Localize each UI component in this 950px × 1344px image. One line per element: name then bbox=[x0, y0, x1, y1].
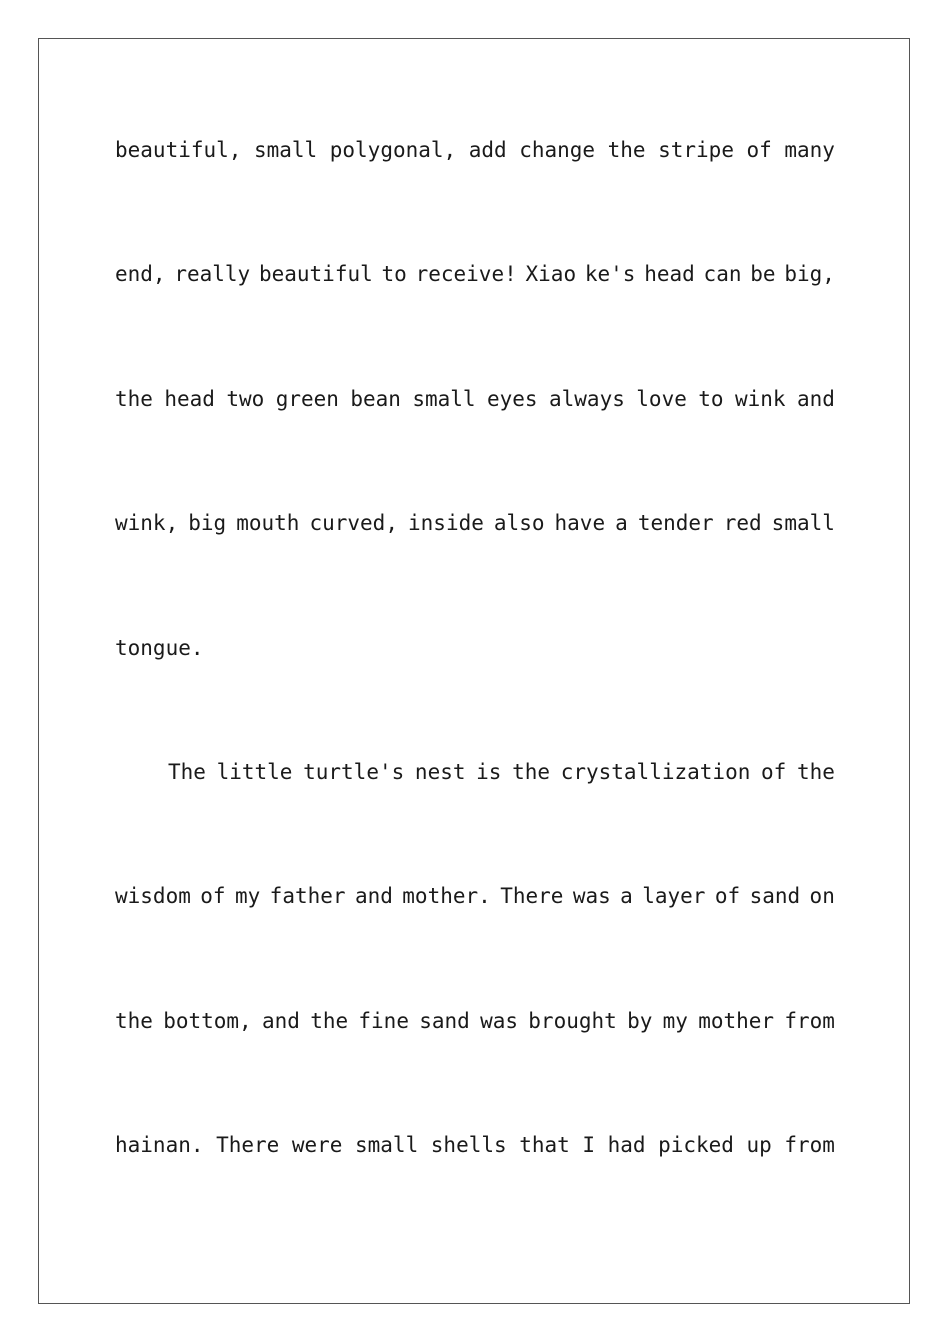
paragraph-start-line bbox=[115, 757, 835, 787]
word: green bbox=[275, 387, 339, 411]
word: receive! bbox=[415, 262, 517, 286]
word: on bbox=[809, 884, 835, 908]
word: polygonal, bbox=[329, 138, 457, 162]
word: of bbox=[714, 884, 741, 908]
word: is bbox=[476, 760, 502, 784]
word: and bbox=[797, 387, 835, 411]
text-line-1 bbox=[115, 135, 835, 165]
word: beautiful bbox=[258, 262, 373, 286]
word: many bbox=[784, 138, 835, 162]
word: by bbox=[627, 1009, 653, 1033]
word: sand bbox=[749, 884, 801, 908]
word: of bbox=[746, 138, 772, 162]
word: layer bbox=[642, 884, 706, 908]
word: and bbox=[354, 884, 393, 908]
word: curved, bbox=[309, 511, 398, 535]
word: I bbox=[582, 1133, 595, 1157]
word: mouth bbox=[236, 511, 300, 535]
word: of bbox=[761, 760, 787, 784]
text-line-9 bbox=[115, 1130, 835, 1160]
word: turtle's bbox=[303, 760, 405, 784]
word: ke's bbox=[584, 262, 636, 286]
word: Xiao bbox=[525, 262, 577, 286]
word: mother bbox=[698, 1009, 775, 1033]
word: sand bbox=[419, 1009, 470, 1033]
word: stripe bbox=[658, 138, 734, 162]
word: wink bbox=[735, 387, 786, 411]
word: fine bbox=[358, 1009, 409, 1033]
word: two bbox=[226, 387, 265, 411]
word: the bbox=[512, 760, 551, 784]
word: There bbox=[216, 1133, 280, 1157]
word: the bbox=[796, 760, 835, 784]
word: and bbox=[261, 1009, 300, 1033]
word: crystallization bbox=[560, 760, 751, 784]
word: were bbox=[291, 1133, 343, 1157]
text-line-2 bbox=[115, 259, 835, 289]
word: big, bbox=[784, 262, 835, 286]
word: to bbox=[381, 262, 407, 286]
word: small bbox=[253, 138, 318, 162]
word: a bbox=[615, 511, 628, 535]
word: have bbox=[554, 511, 606, 535]
word: nest bbox=[414, 760, 466, 784]
word: red bbox=[723, 511, 762, 535]
word: had bbox=[607, 1133, 646, 1157]
word: the bbox=[115, 387, 153, 411]
word: small bbox=[412, 387, 476, 411]
word: love bbox=[636, 387, 687, 411]
word: There bbox=[500, 884, 564, 908]
text-line-5: tongue. bbox=[115, 636, 204, 660]
text-line-4 bbox=[115, 508, 835, 538]
word: the bbox=[115, 1009, 153, 1033]
word: my bbox=[662, 1009, 688, 1033]
word: add bbox=[468, 138, 507, 162]
text-line-7 bbox=[115, 881, 835, 911]
word: hainan. bbox=[115, 1133, 204, 1157]
word: the bbox=[310, 1009, 349, 1033]
word: mother. bbox=[402, 884, 491, 908]
word: wisdom bbox=[115, 884, 191, 908]
word: really bbox=[174, 262, 251, 286]
word: a bbox=[620, 884, 633, 908]
word: father bbox=[269, 884, 346, 908]
word: big bbox=[188, 511, 227, 535]
word: that bbox=[519, 1133, 570, 1157]
word: small bbox=[771, 511, 835, 535]
word: from bbox=[784, 1133, 835, 1157]
word: shells bbox=[430, 1133, 507, 1157]
word: was bbox=[480, 1009, 519, 1033]
text-line-8 bbox=[115, 1006, 835, 1036]
word: from bbox=[784, 1009, 835, 1033]
word: The bbox=[168, 760, 206, 784]
document-body bbox=[115, 0, 835, 1344]
word: picked bbox=[658, 1133, 734, 1157]
text-line-3 bbox=[115, 384, 835, 414]
word: my bbox=[234, 884, 261, 908]
word: change bbox=[519, 138, 596, 162]
word: the bbox=[607, 138, 646, 162]
word: of bbox=[200, 884, 226, 908]
word: up bbox=[746, 1133, 772, 1157]
word: to bbox=[698, 387, 724, 411]
word: head bbox=[164, 387, 215, 411]
word: bean bbox=[350, 387, 401, 411]
word: also bbox=[493, 511, 545, 535]
word: always bbox=[549, 387, 625, 411]
word: was bbox=[572, 884, 611, 908]
word: eyes bbox=[487, 387, 538, 411]
word: beautiful, bbox=[115, 138, 242, 162]
word: little bbox=[216, 760, 293, 784]
word: wink, bbox=[115, 511, 179, 535]
word: head bbox=[644, 262, 695, 286]
word: tender bbox=[637, 511, 714, 535]
word: brought bbox=[528, 1009, 617, 1033]
word: end, bbox=[115, 262, 166, 286]
word: can bbox=[703, 262, 742, 286]
word: be bbox=[750, 262, 776, 286]
word: bottom, bbox=[163, 1009, 252, 1033]
word: inside bbox=[408, 511, 484, 535]
word: small bbox=[355, 1133, 419, 1157]
